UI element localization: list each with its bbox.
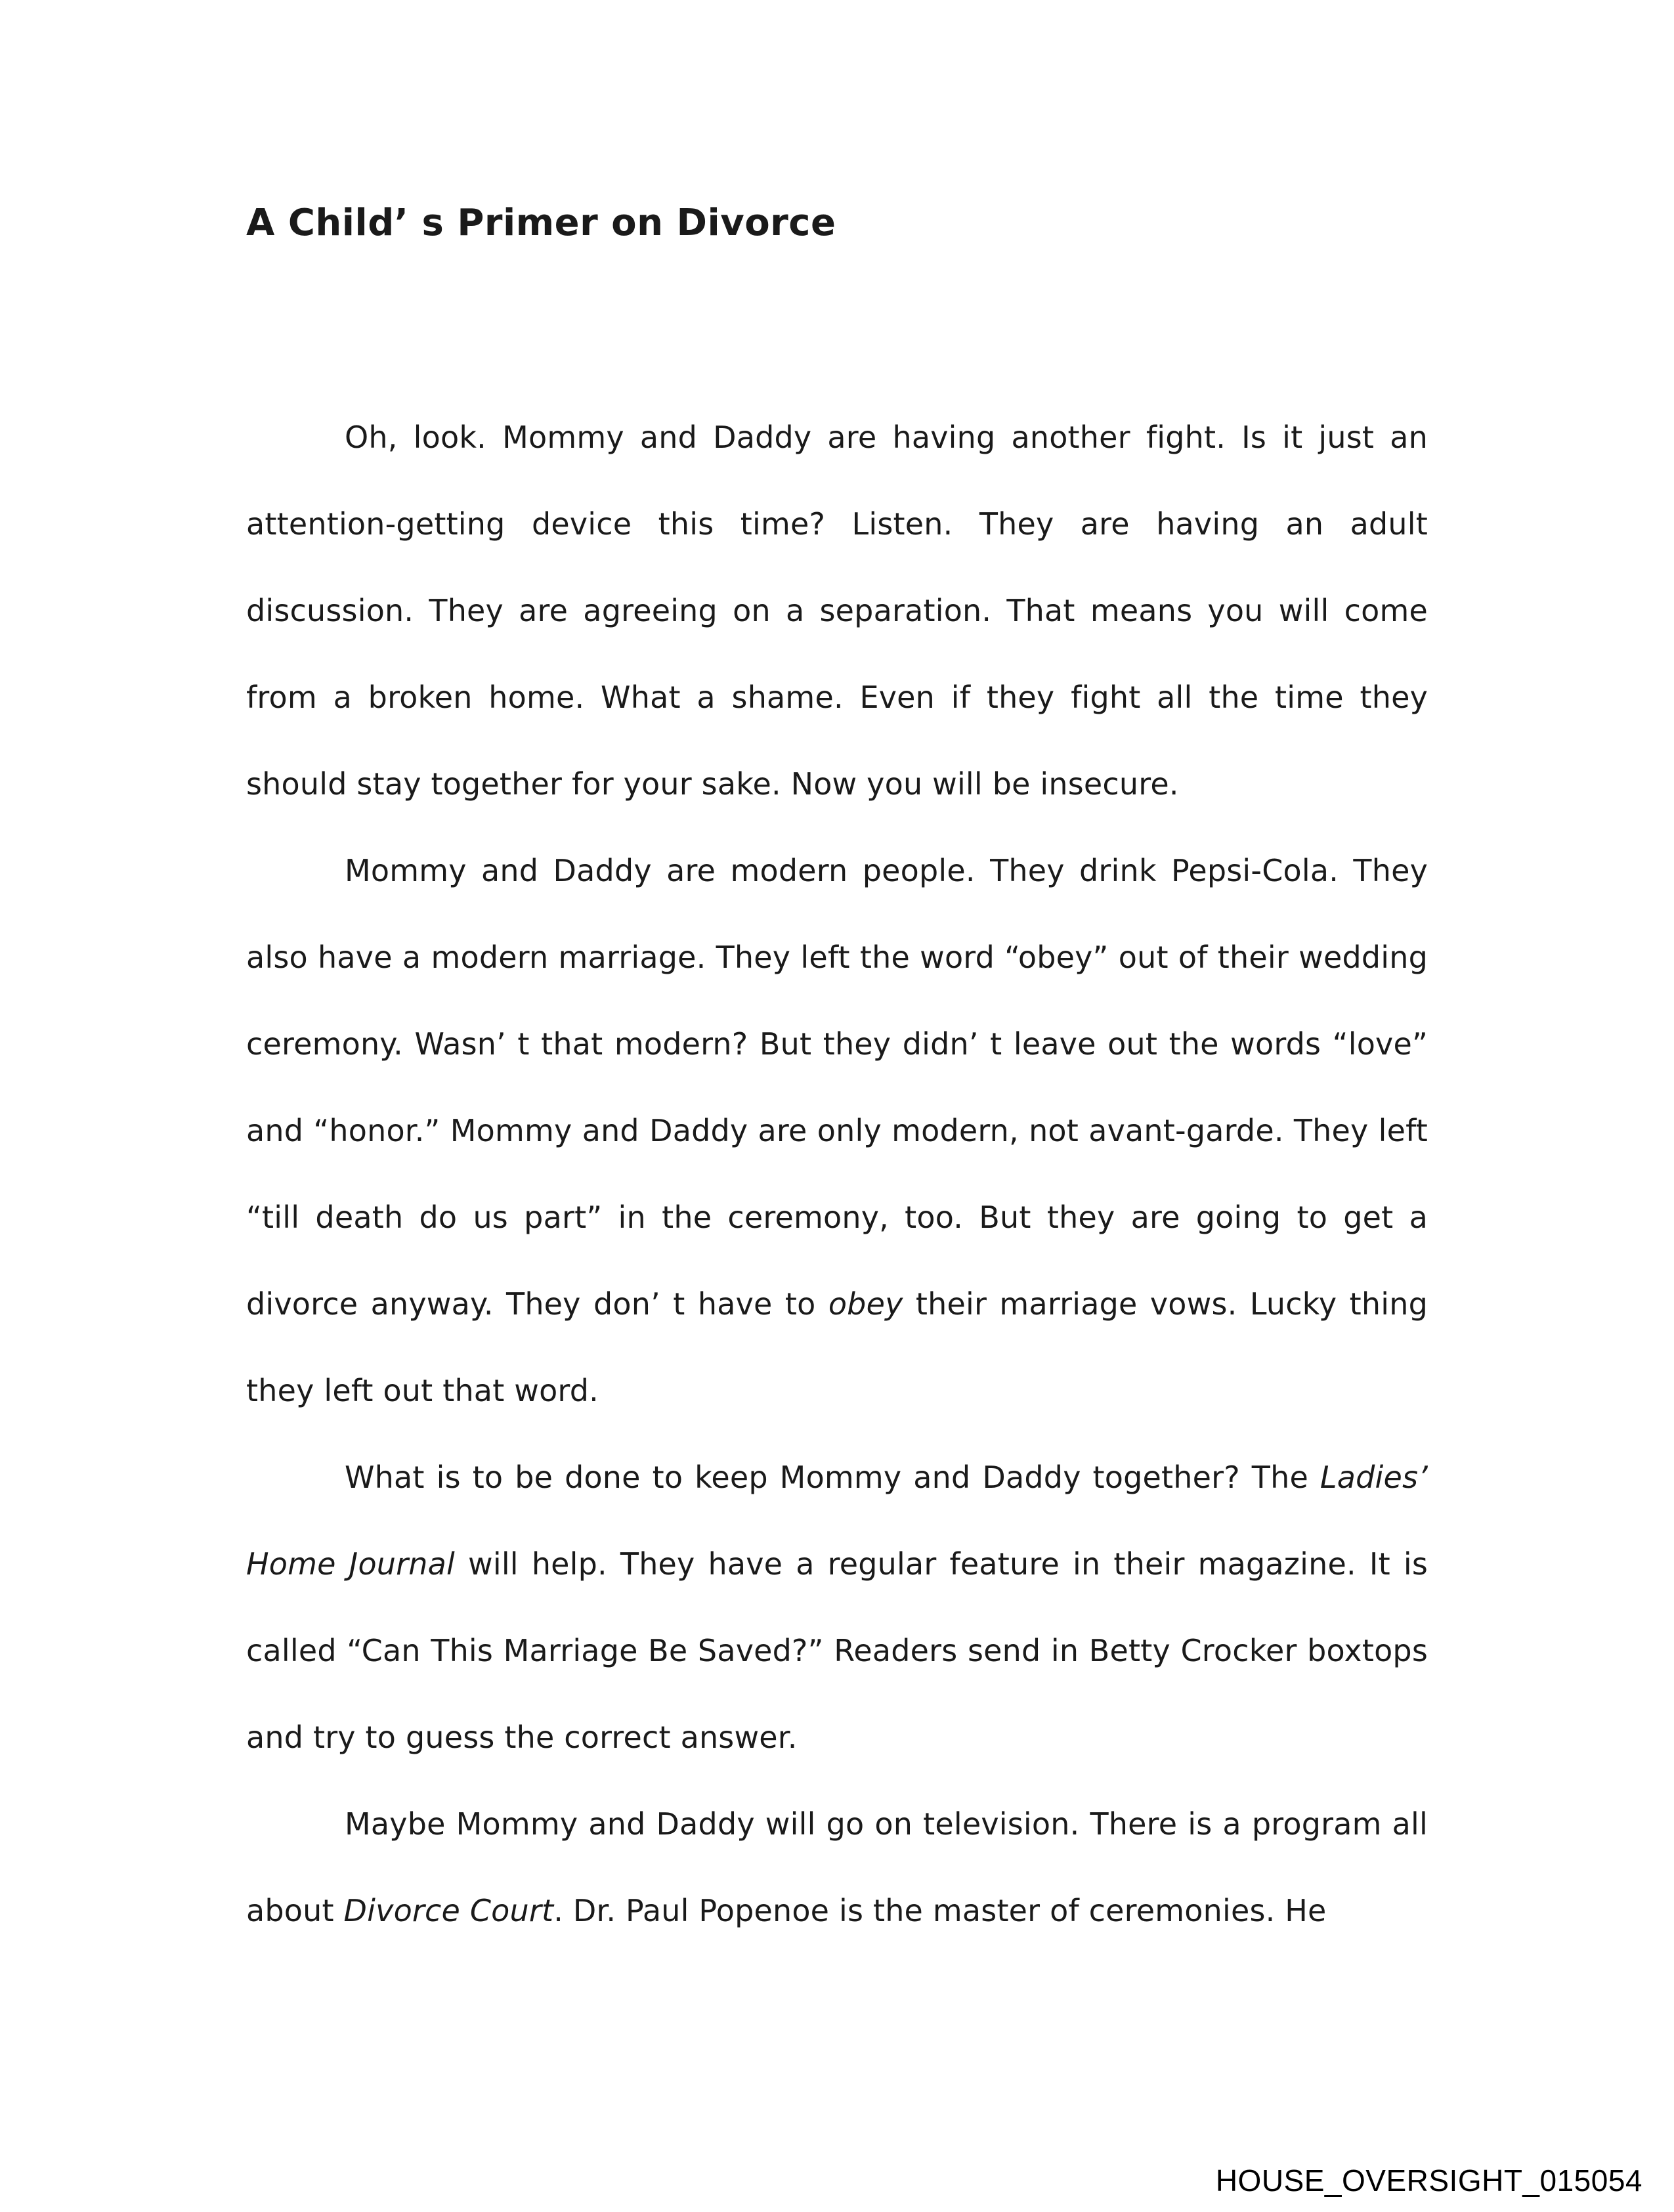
- page-title: A Child’ s Primer on Divorce: [246, 202, 836, 244]
- paragraph-4-text-start: Maybe Mommy and Daddy will go on television. There is a program all about: [246, 1806, 1428, 1928]
- paragraph-4-text-end: . Dr. Paul Popenoe is the master of ceremonies. He: [553, 1893, 1327, 1928]
- paragraph-4: [246, 1781, 1428, 1954]
- paragraph-2-text-end: their marriage vows. Lucky thing they left out that word.: [246, 1286, 1428, 1408]
- paragraph-1: [246, 394, 1428, 827]
- document-id-stamp: HOUSE_OVERSIGHT_015054: [1215, 2163, 1642, 2198]
- paragraph-3-text-end: will help. They have a regular feature in their magazine. It is called “Can This Marriage Be Saved?” Readers send in Betty Crocker boxtops and try to guess the correct answer.: [246, 1546, 1428, 1755]
- paragraph-3-text-start: What is to be done to keep Mommy and Daddy together? The: [345, 1460, 1320, 1495]
- paragraph-3: [246, 1434, 1428, 1781]
- paragraph-2: [246, 827, 1428, 1434]
- paragraph-1-text: Oh, look. Mommy and Daddy are having another fight. Is it just an attention-getting device this time? Listen. They are having an adult discussion. They are agreeing on a separation. That means you will come from a broken home. What a shame. Even if they fight all the time they should stay together for your sake. Now you will be insecure.: [246, 420, 1428, 802]
- paragraph-3-italic-journal: Ladies’ Home Journal: [246, 1460, 1428, 1582]
- paragraph-2-text-start: Mommy and Daddy are modern people. They drink Pepsi-Cola. They also have a modern marriage. They left the word “obey” out of their wedding ceremony. Wasn’ t that modern? But they didn’ t leave out the words “love” and “honor.” Mommy and Daddy are only modern, not avant-garde. They left “till death do us part” in the ceremony, too. But they are going to get a divorce anyway. They don’ t have to: [246, 853, 1428, 1322]
- document-body: [246, 394, 1428, 1954]
- paragraph-4-italic-divorce-court: Divorce Court: [343, 1893, 554, 1928]
- paragraph-2-italic-obey: obey: [828, 1286, 903, 1322]
